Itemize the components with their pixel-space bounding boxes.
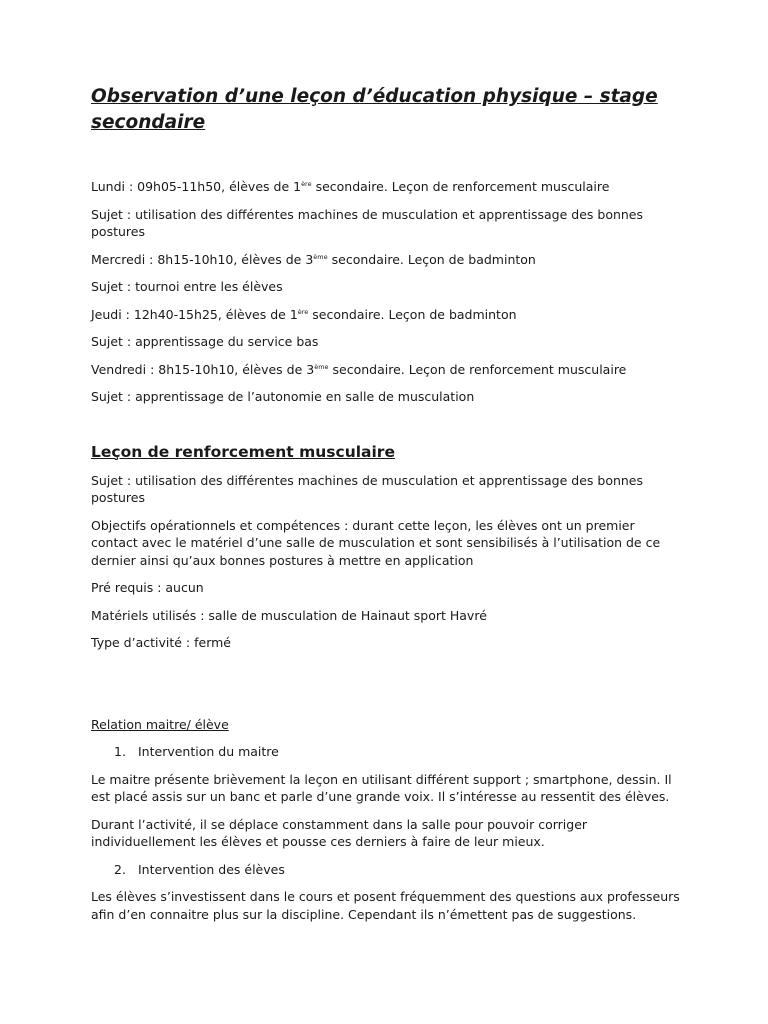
section-heading-lesson: Leçon de renforcement musculaire bbox=[91, 442, 395, 461]
schedule-friday: Vendredi : 8h15-10h10, élèves de 3ème secondaire. Leçon de renforcement musculaire bbox=[91, 361, 627, 377]
lesson-activity-type: Type d’activité : fermé bbox=[91, 635, 231, 650]
schedule-monday: Lundi : 09h05-11h50, élèves de 1ère secondaire. Leçon de renforcement musculaire bbox=[91, 179, 610, 194]
teacher-paragraph-2: Durant l’activité, il se déplace constamment dans la salle pour pouvoir corriger individuellement les élèves et pousse ces derniers à faire de leur mieux. bbox=[91, 816, 588, 849]
relation-heading: Relation maitre/ élève bbox=[91, 716, 229, 732]
schedule-wednesday-subject: Sujet : tournoi entre les élèves bbox=[91, 279, 283, 294]
schedule-friday-subject: Sujet : apprentissage de l’autonomie en salle de musculation bbox=[91, 389, 475, 404]
document-page bbox=[91, 84, 691, 923]
students-paragraph: Les élèves s’investissent dans le cours et posent fréquemment des questions aux professeurs afin d’en connaitre plus sur la discipline. Cependant ils n’émettent pas de suggestions. bbox=[91, 889, 680, 922]
schedule-wednesday: Mercredi : 8h15-10h10, élèves de 3ème secondaire. Leçon de badminton bbox=[91, 251, 536, 267]
schedule-thursday: Jeudi : 12h40-15h25, élèves de 1ère secondaire. Leçon de badminton bbox=[91, 306, 517, 322]
lesson-materials: Matériels utilisés : salle de musculation de Hainaut sport Havré bbox=[91, 607, 487, 623]
lesson-prerequisites: Pré requis : aucun bbox=[91, 580, 204, 595]
list-item-teacher: 1. Intervention du maitre bbox=[114, 744, 279, 759]
lesson-objectives: Objectifs opérationnels et compétences : durant cette leçon, les élèves ont un premier contact avec le matériel d’une salle de musculation et sont sensibilisés à l’utilisation de ce dernier ainsi qu’aux bonnes postures à mettre en application bbox=[91, 517, 661, 568]
teacher-paragraph-1: Le maitre présente brièvement la leçon en utilisant différent support ; smartphone, dessin. Il est placé assis sur un banc et parle d’une grande voix. Il s’intéresse au ressentit des élèves. bbox=[91, 771, 672, 804]
schedule-monday-subject: Sujet : utilisation des différentes machines de musculation et apprentissage des bonnes postures bbox=[91, 206, 644, 239]
document-title: Observation d’une leçon d’éducation physique – stage secondaire bbox=[91, 86, 658, 133]
schedule-thursday-subject: Sujet : apprentissage du service bas bbox=[91, 334, 319, 349]
list-item-students: 2. Intervention des élèves bbox=[114, 861, 285, 877]
lesson-subject: Sujet : utilisation des différentes machines de musculation et apprentissage des bonnes postures bbox=[91, 472, 644, 505]
